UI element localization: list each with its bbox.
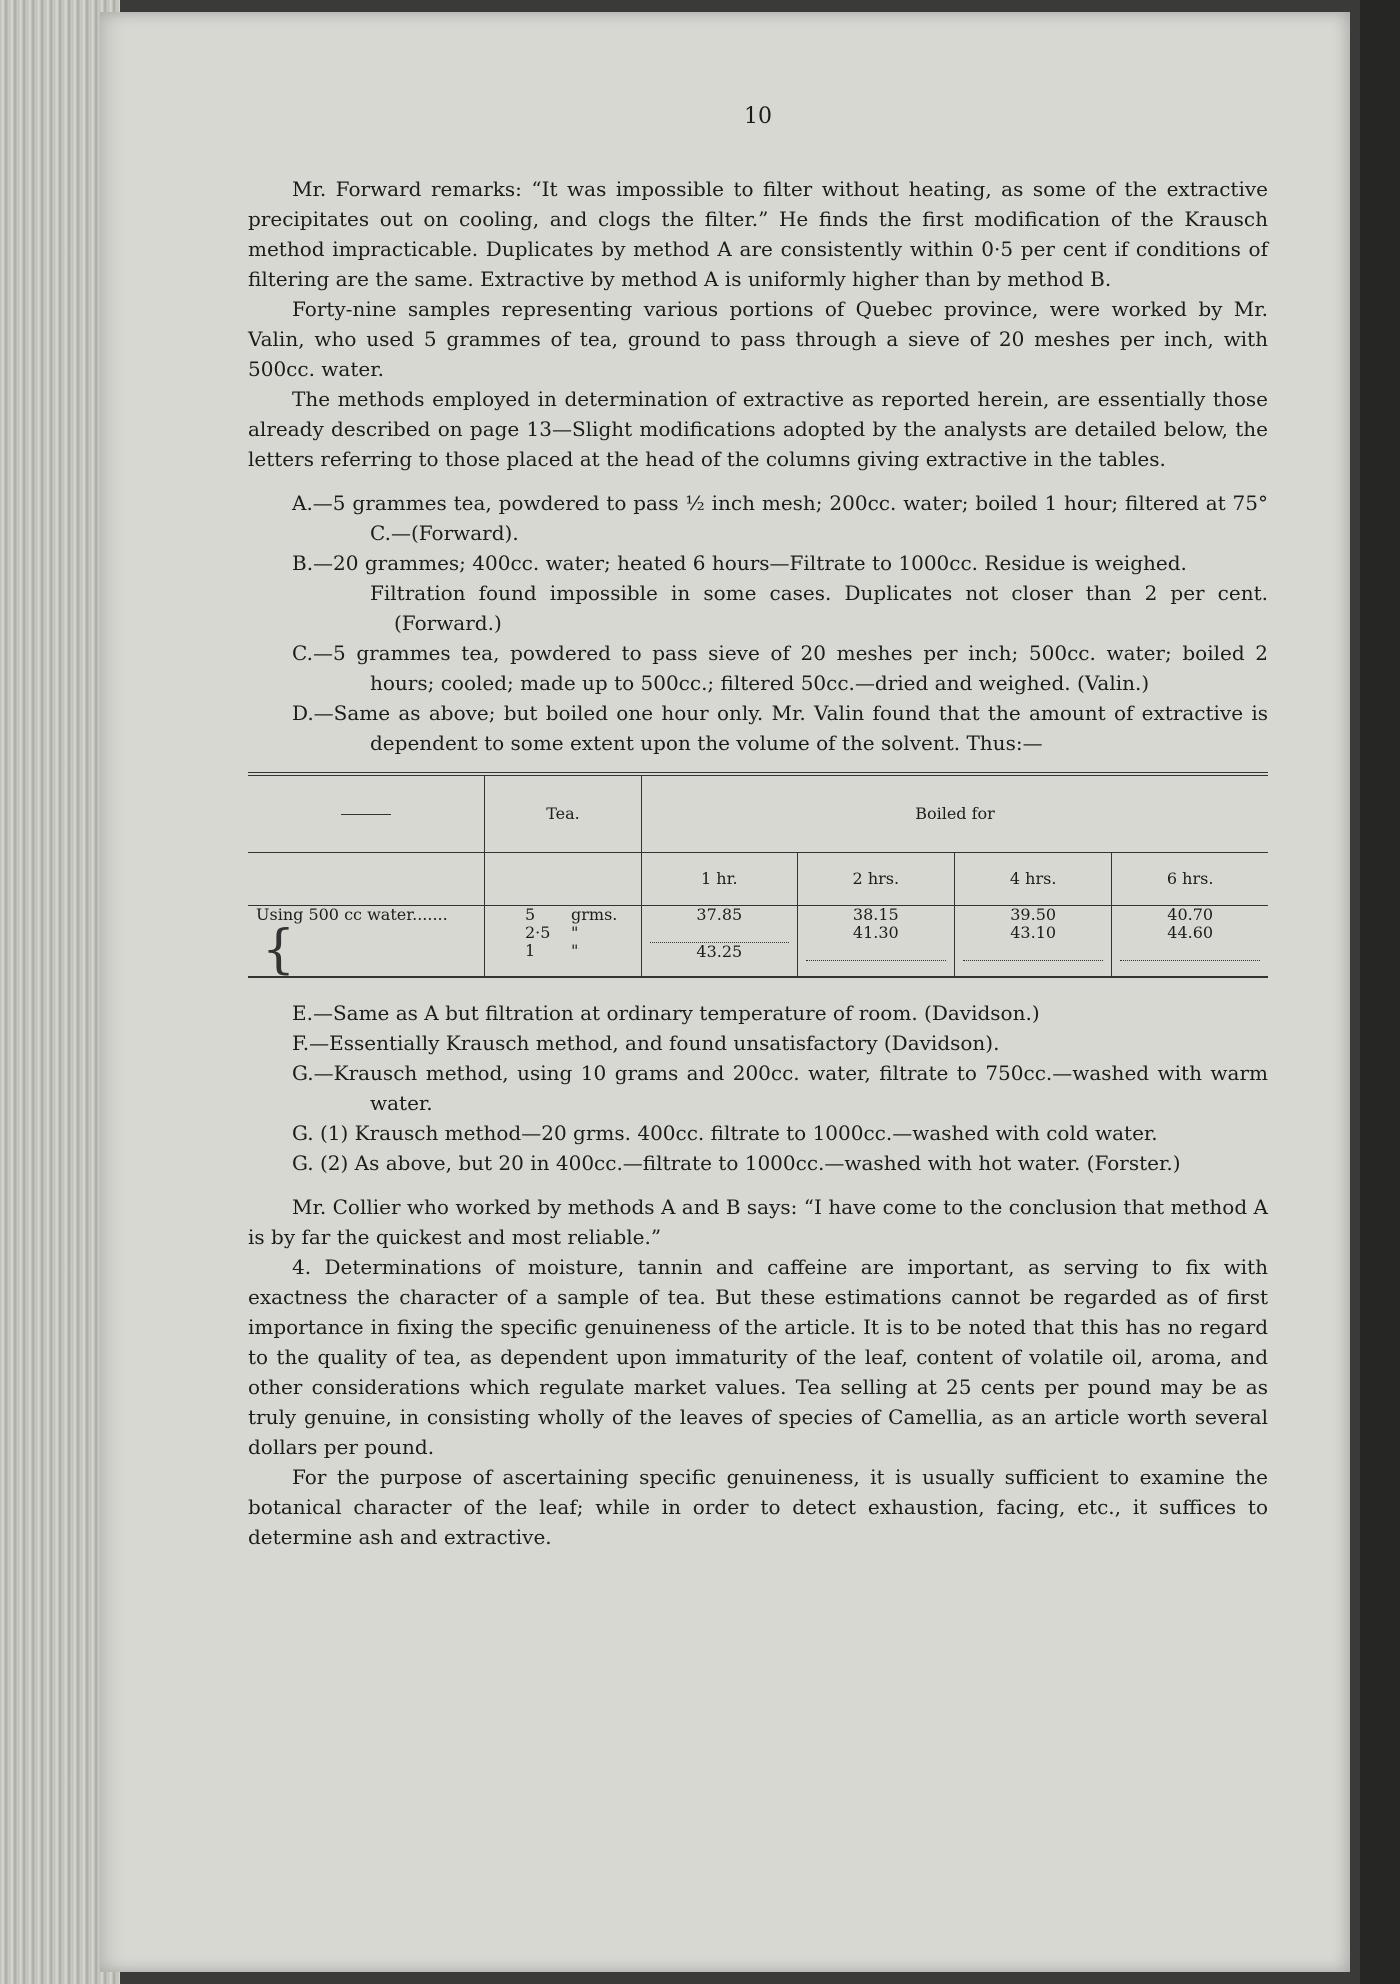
method-g1: G. (1) Krausch method—20 grms. 400cc. filtrate to 1000cc.—washed with cold water. bbox=[292, 1121, 1158, 1145]
duration-2hrs: 2 hrs. bbox=[797, 853, 954, 906]
value-cell: 43.25 bbox=[696, 942, 743, 961]
value-cell bbox=[806, 942, 946, 961]
tea-amounts-cell bbox=[485, 906, 642, 978]
value-cell bbox=[1120, 942, 1260, 961]
method-b: B.—20 grammes; 400cc. water; heated 6 hours—Filtrate to 1000cc. Residue is weighed. bbox=[292, 551, 1187, 575]
values-1hr bbox=[642, 906, 798, 978]
table-row bbox=[248, 906, 1268, 978]
tea-header: Tea. bbox=[485, 774, 642, 853]
value-cell: 37.85 bbox=[696, 905, 743, 924]
paragraph-forward-remarks: Mr. Forward remarks: “It was impossible to filter without heating, as some of the extractive precipitates out on cooling, and clogs the filter.” He finds the first modification of the Krausch method impracticable. Duplicates by method A are consistently within 0·5 per cent if conditions of filtering are the same. Extractive by method A is uniformly higher than by method B. bbox=[248, 177, 1268, 291]
book-page bbox=[100, 12, 1350, 1972]
method-b-note bbox=[340, 578, 1268, 638]
method-list-a-d bbox=[248, 488, 1268, 758]
paragraph-valin-samples: Forty-nine samples representing various portions of Quebec province, were worked by Mr. Valin, who used 5 grammes of tea, ground to pass through a sieve of 20 meshes per inch, with 500cc. water. bbox=[248, 297, 1268, 381]
values-4hrs bbox=[954, 906, 1111, 978]
method-b-note-text: Filtration found impossible in some cases. Duplicates not closer than 2 per cent. (Forward.) bbox=[370, 581, 1268, 635]
paragraph-methods-intro: The methods employed in determination of extractive as reported herein, are essentially those already described on page 13—Slight modifications adopted by the analysts are detailed below, the letters referring to those placed at the head of the columns giving extractive in the tables. bbox=[248, 387, 1268, 471]
duration-6hrs: 6 hrs. bbox=[1112, 853, 1268, 906]
tea-amount-2: 2·5 " bbox=[525, 923, 579, 942]
values-6hrs bbox=[1112, 906, 1268, 978]
method-list-e-g bbox=[248, 998, 1268, 1178]
boiled-for-header: Boiled for bbox=[642, 774, 1269, 853]
paragraph-collier: Mr. Collier who worked by methods A and B says: “I have come to the conclusion that method A is by far the quickest and most reliable.” bbox=[248, 1195, 1268, 1249]
table-header-row bbox=[248, 774, 1268, 853]
tea-subheader bbox=[485, 853, 642, 906]
value-cell: 44.60 bbox=[1167, 923, 1214, 942]
method-f: F.—Essentially Krausch method, and found unsatisfactory (Davidson). bbox=[292, 1031, 1000, 1055]
stub-subheader bbox=[248, 853, 485, 906]
value-cell bbox=[650, 924, 789, 943]
tea-amount-1: 5 grms. bbox=[525, 905, 618, 924]
method-a: A.—5 grammes tea, powdered to pass ½ inch mesh; 200cc. water; boiled 1 hour; filtered at 75° C.—(Forward). bbox=[292, 491, 1268, 545]
page-content bbox=[248, 102, 1268, 1552]
value-cell: 43.10 bbox=[1010, 923, 1057, 942]
method-g2: G. (2) As above, but 20 in 400cc.—filtrate to 1000cc.—washed with hot water. (Forster.) bbox=[292, 1151, 1181, 1175]
table-subheader-row bbox=[248, 853, 1268, 906]
scan-background bbox=[1360, 0, 1400, 1984]
value-cell: 39.50 bbox=[1010, 905, 1057, 924]
tea-amount-3: 1 " bbox=[525, 941, 579, 960]
value-cell bbox=[963, 942, 1103, 961]
stub-header bbox=[248, 774, 485, 853]
value-cell: 40.70 bbox=[1167, 905, 1214, 924]
method-c: C.—5 grammes tea, powdered to pass sieve of 20 meshes per inch; 500cc. water; boiled 2 hours; cooled; made up to 500cc.; filtered 50cc.—dried and weighed. (Valin.) bbox=[292, 641, 1268, 695]
value-cell: 38.15 bbox=[852, 905, 899, 924]
values-2hrs bbox=[797, 906, 954, 978]
duration-1hr: 1 hr. bbox=[642, 853, 798, 906]
paragraph-determinations: 4. Determinations of moisture, tannin and caffeine are important, as serving to fix with exactness the character of a sample of tea. But these estimations cannot be regarded as of first importance in fixing the specific genuineness of the article. It is to be noted that this has no regard to the quality of tea, as dependent upon immaturity of the leaf, content of volatile oil, aroma, and other considerations which regulate market values. Tea selling at 25 cents per pound may be as truly genuine, in consisting wholly of the leaves of species of Camellia, as an article worth several dollars per pound. bbox=[248, 1255, 1268, 1459]
value-cell: 41.30 bbox=[852, 923, 899, 942]
brace-glyph: { bbox=[262, 920, 296, 980]
method-g: G.—Krausch method, using 10 grams and 200cc. water, filtrate to 750cc.—washed with warm water. bbox=[292, 1061, 1268, 1115]
row-label-text: Using 500 cc water bbox=[256, 905, 413, 924]
page-number: 10 bbox=[744, 104, 772, 129]
paragraph-genuineness: For the purpose of ascertaining specific genuineness, it is usually sufficient to examine the botanical character of the leaf; while in order to detect exhaustion, facing, etc., it suffices to determine ash and extractive. bbox=[248, 1465, 1268, 1549]
duration-4hrs: 4 hrs. bbox=[954, 853, 1111, 906]
extractive-table bbox=[248, 772, 1268, 978]
method-d: D.—Same as above; but boiled one hour only. Mr. Valin found that the amount of extractive is dependent to some extent upon the volume of the solvent. Thus:— bbox=[292, 701, 1268, 755]
method-e: E.—Same as A but filtration at ordinary temperature of room. (Davidson.) bbox=[292, 1001, 1040, 1025]
row-label: Using 500 cc water.......{ bbox=[256, 905, 448, 980]
stub-dash bbox=[341, 814, 391, 815]
